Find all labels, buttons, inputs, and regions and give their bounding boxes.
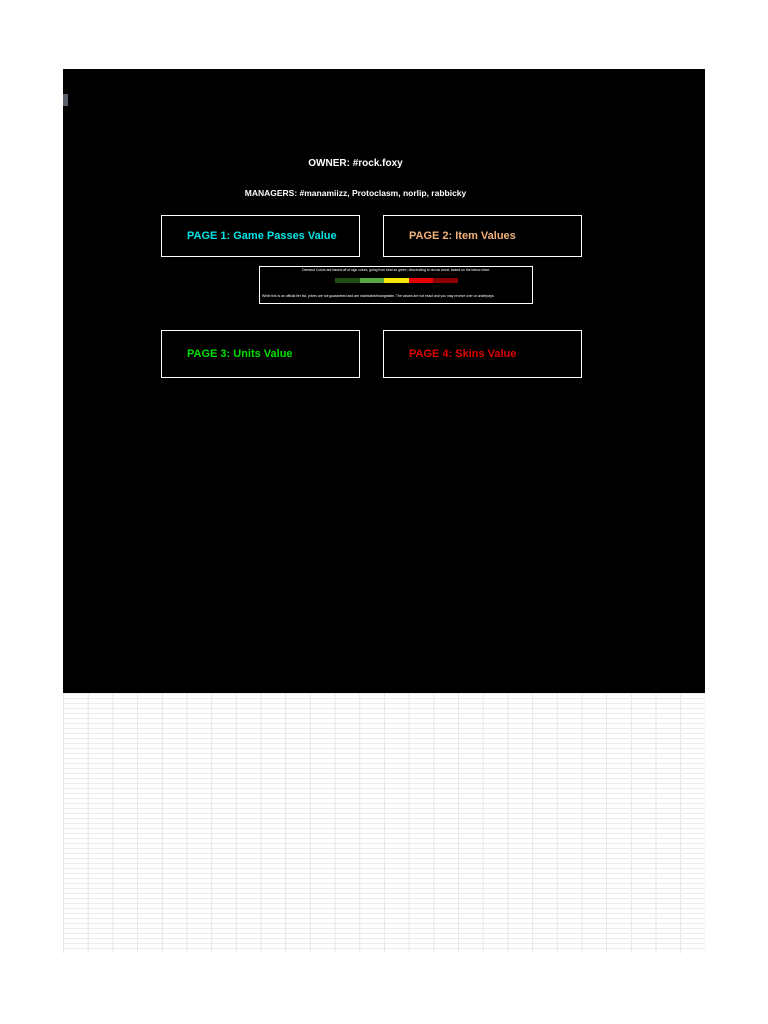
demand-swatch [384,278,409,283]
page-1-label: PAGE 1: Game Passes Value [187,230,337,242]
managers-text: MANAGERS: #manamiizz, Protoclasm, norlip, rabbicky [244,188,467,198]
demand-swatch [433,278,458,283]
demand-swatch [360,278,385,283]
demand-swatch [335,278,360,283]
page-1-link[interactable] [161,215,360,257]
page-4-link[interactable] [383,330,582,378]
page-2-label: PAGE 2: Item Values [409,230,516,242]
page-3-label: PAGE 3: Units Value [187,348,293,360]
demand-color-scale [335,278,458,283]
empty-spreadsheet-grid[interactable] [63,693,705,953]
row-header-marker [63,94,68,106]
legend-caption: Demand Colors are based off of sign colors, going from best as green, descending to red as worst, based on the below chart. [302,268,490,272]
sheet-content-area [63,69,705,693]
owner-text: OWNER: #rock.foxy [308,158,403,169]
page-3-link[interactable] [161,330,360,378]
demand-swatch [409,278,434,283]
page-2-link[interactable] [383,215,582,257]
legend-disclaimer: While this is an official tier list, prices are not guaranteed and are matrixable/changeable. The values are not exact and you may receive over or underpays. [262,294,495,298]
page-4-label: PAGE 4: Skins Value [409,348,517,360]
demand-legend [259,266,533,304]
